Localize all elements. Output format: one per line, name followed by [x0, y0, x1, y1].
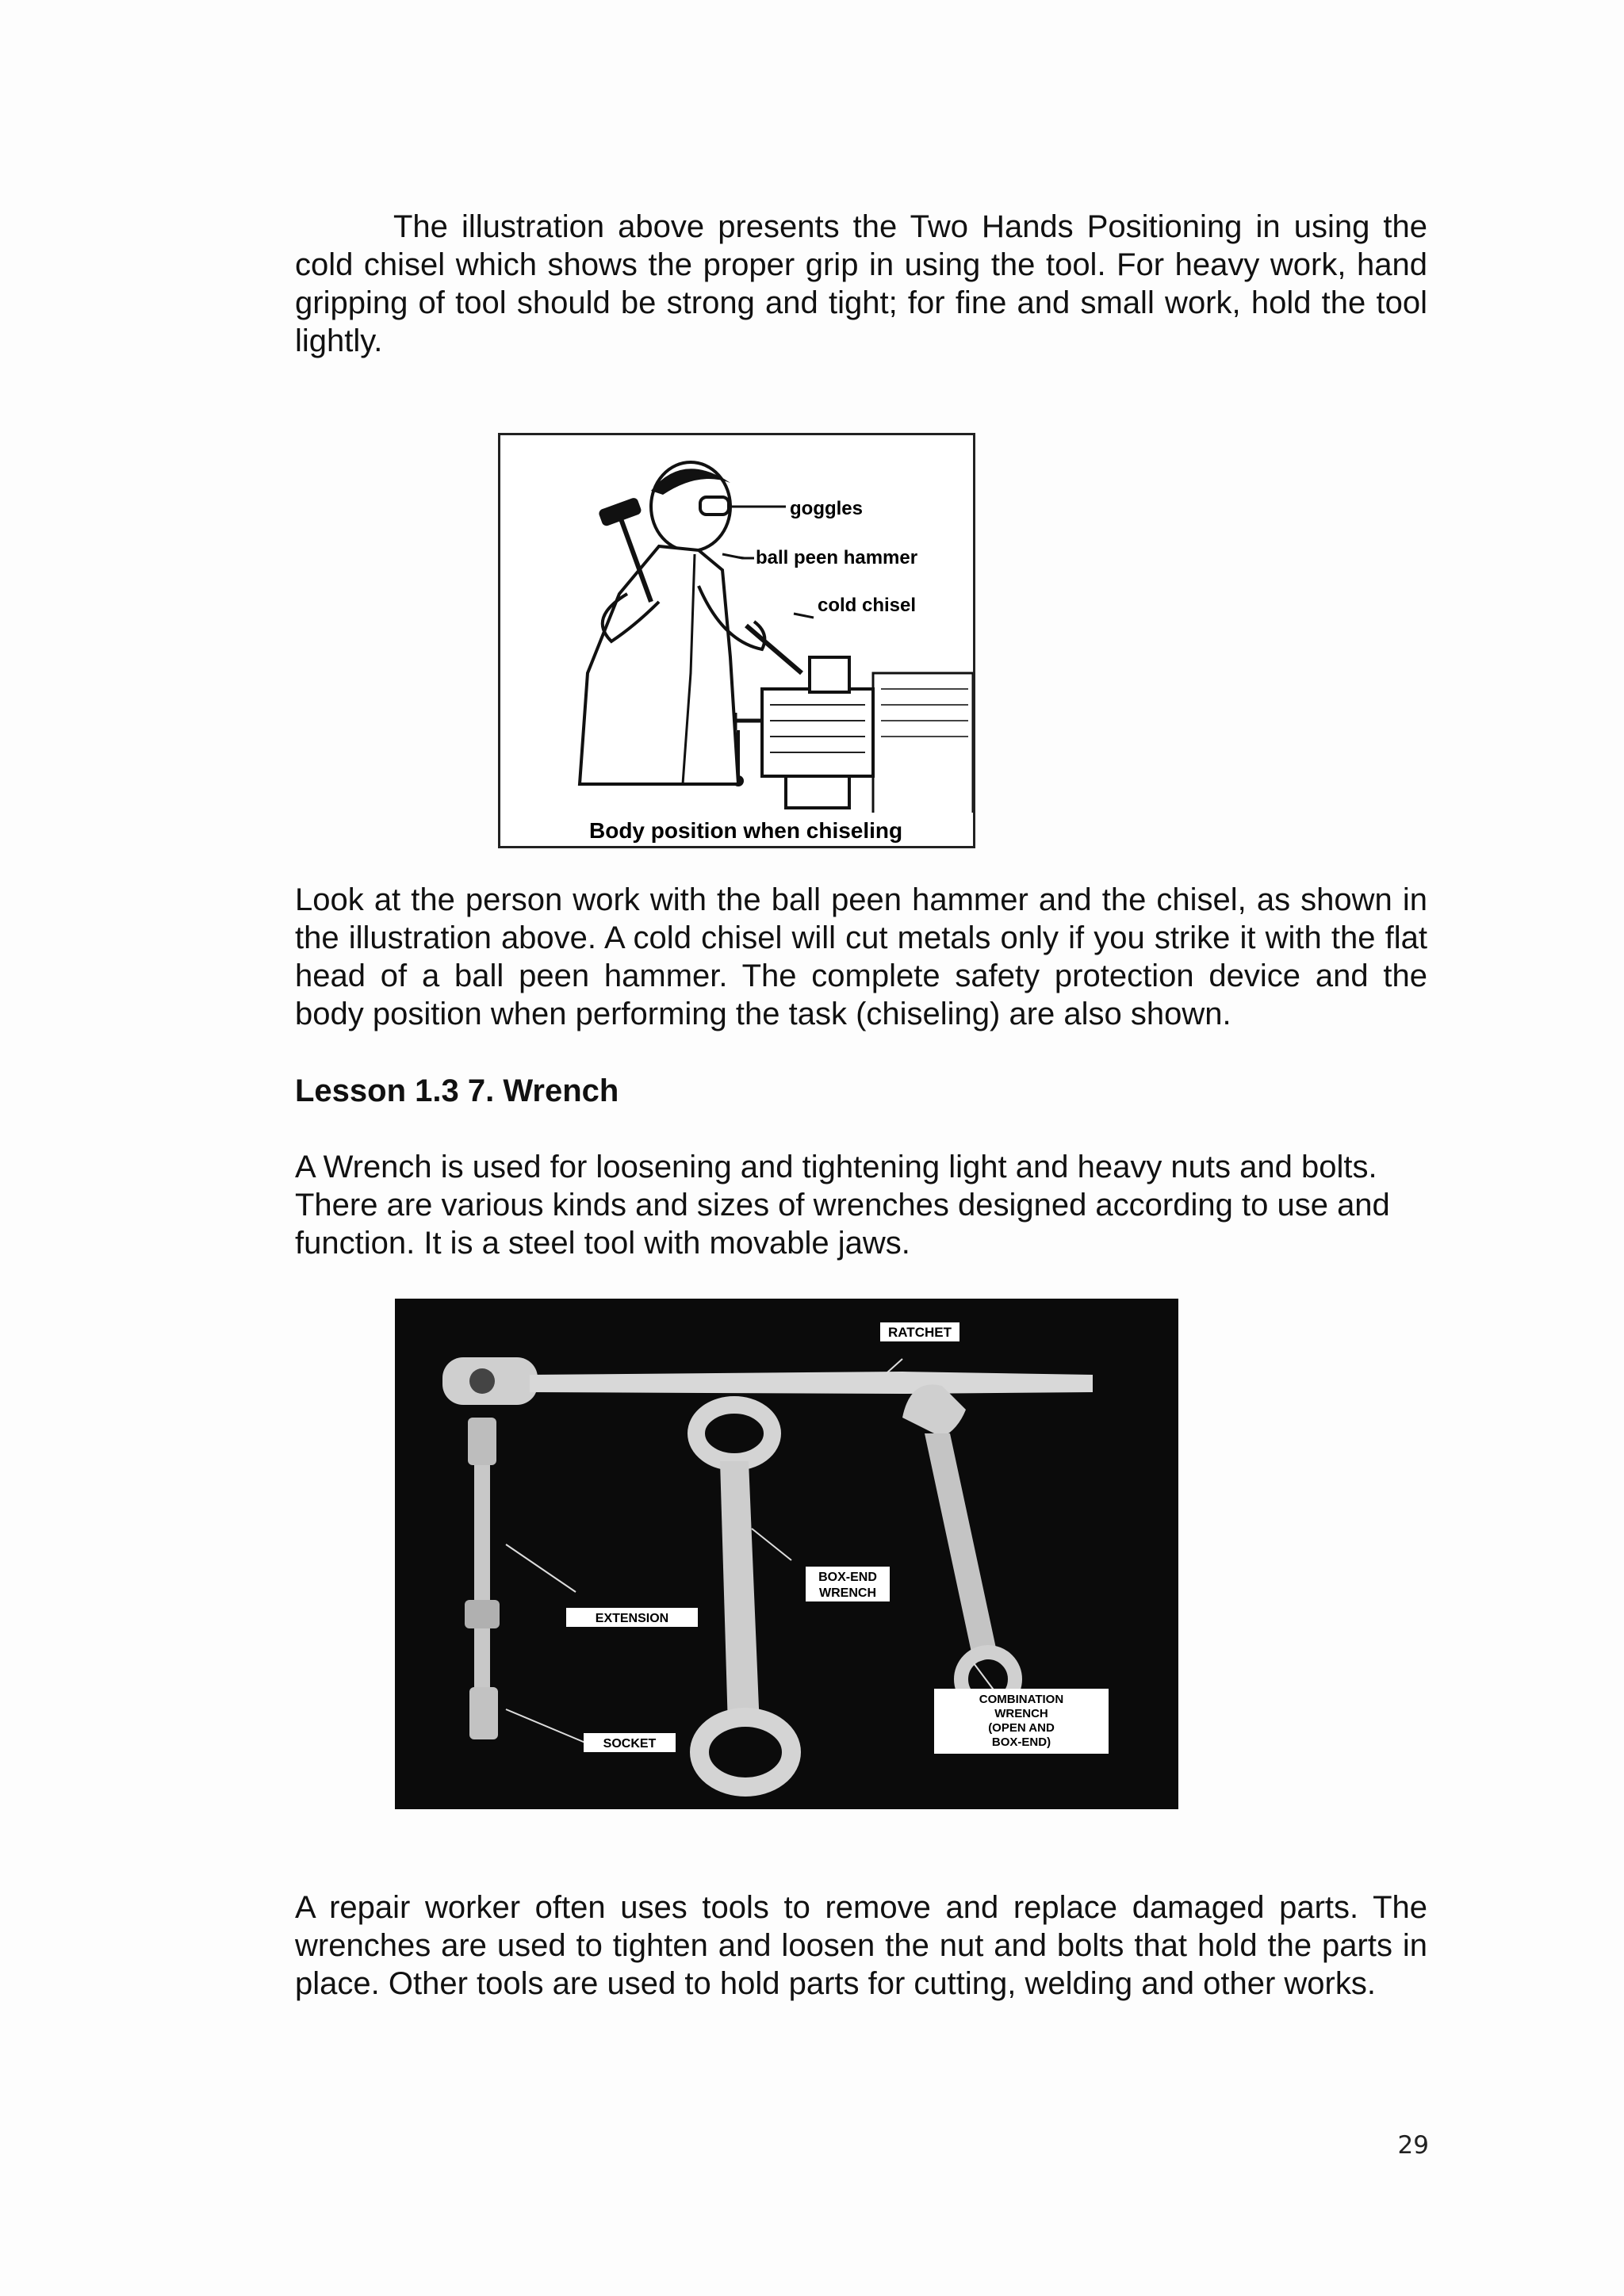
combination-wrench [902, 1384, 1015, 1706]
label-combination-1: COMBINATION [979, 1693, 1064, 1706]
label-cold-chisel: cold chisel [818, 595, 917, 616]
label-combination-3: (OPEN AND [988, 1721, 1055, 1735]
chiseling-drawing [500, 435, 973, 846]
workbench [873, 673, 973, 816]
goggles [700, 497, 729, 515]
paragraph-chisel-description: Look at the person work with the ball peen hammer and the chisel, as shown in the illustration above. A cold chisel will cut metals only if you strike it with the flat head of a ball peen hammer. The complete safety protection device and the body position when performing the task (chiseling) are also shown. [295, 882, 1427, 1031]
workpiece [810, 657, 849, 692]
paragraph-repair-worker: A repair worker often uses tools to remove and replace damaged parts. The wrenches are used to tighten and loosen the nut and bolts that hold the parts in place. Other tools are used to hold parts for cutting, welding and other works. [295, 1890, 1427, 2001]
label-extension: EXTENSION [595, 1612, 669, 1625]
ratchet [442, 1357, 1093, 1405]
chiseling-illustration [498, 433, 975, 848]
wrench-drawing [395, 1299, 1178, 1809]
page-number: 29 [1397, 2131, 1429, 2160]
label-combination-2: WRENCH [994, 1707, 1048, 1720]
figure-caption: Body position when chiseling [589, 818, 903, 843]
box-end-wrench [696, 1405, 791, 1787]
worker-body [580, 546, 738, 784]
lesson-heading: Lesson 1.3 7. Wrench [295, 1073, 619, 1108]
label-combination-4: BOX-END) [991, 1735, 1051, 1749]
label-socket: SOCKET [603, 1737, 657, 1751]
cold-chisel [746, 626, 802, 673]
label-ratchet: RATCHET [888, 1325, 952, 1340]
paragraph-two-hands-positioning: The illustration above presents the Two Hands Positioning in using the cold chisel which shows the proper grip in using the tool. For heavy work, hand gripping of tool should be strong and tight; for fine and small work, hold the tool lightly. [295, 209, 1427, 358]
label-ball-peen-hammer: ball peen hammer [756, 547, 918, 568]
socket [469, 1687, 498, 1739]
wrench-photo [395, 1299, 1178, 1809]
label-goggles: goggles [790, 498, 864, 519]
paragraph-wrench-intro: A Wrench is used for loosening and tightening light and heavy nuts and bolts. There are various kinds and sizes of wrenches designed according to use and function. It is a steel tool with movable jaws. [295, 1150, 1390, 1261]
label-box-end-2: WRENCH [819, 1586, 876, 1600]
extension [465, 1418, 500, 1695]
bench-vise [762, 689, 873, 776]
label-box-end-1: BOX-END [818, 1571, 877, 1584]
